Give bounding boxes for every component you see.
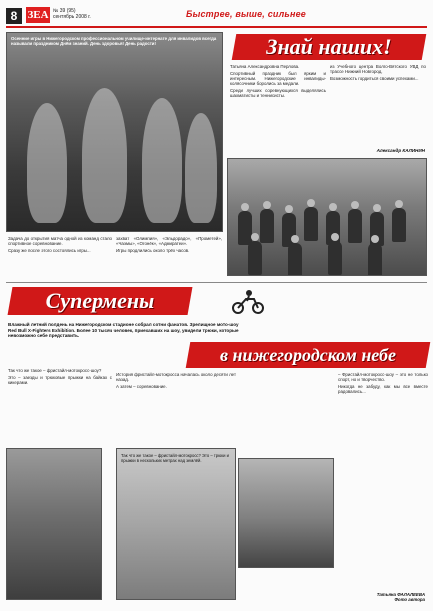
story2-headline xyxy=(8,287,193,315)
photo-figure xyxy=(142,98,182,223)
photo-person xyxy=(304,207,318,241)
issue-number: № 39 (95) xyxy=(53,8,76,14)
paragraph: Возможность гордиться своими успехами... xyxy=(330,76,419,82)
photo-person xyxy=(392,208,406,242)
page-number: 8 xyxy=(6,8,22,24)
photo-caption: Так что же такое – фристайл-мотокросс? Это – трюки и прыжки в нескольких метрах над землёй. xyxy=(121,453,229,463)
stunt-photo xyxy=(238,458,334,568)
story1-headline-text: Знай наших! xyxy=(266,34,392,59)
photo-caption: Осенние игры в Нижегородском профессиональном училище-интернате для инвалидов всегда называли праздником Днём знаний. День здоровья! День радости! xyxy=(11,36,217,47)
newspaper-logo: ЗЕА xyxy=(27,9,49,21)
photo-figure xyxy=(27,103,67,223)
story2-headline-text: Супермены xyxy=(45,288,155,313)
paragraph: Спортивный праздник был ярким и интересным. Нижегородские инвалиды-колясочники боролись за медали. xyxy=(230,70,326,87)
motorcycle-jump-icon xyxy=(228,287,268,315)
story1-lower-mid xyxy=(116,236,222,280)
story1-author: Александр КАЛИНИН xyxy=(376,148,425,153)
story2-subheadline xyxy=(186,342,431,368)
story1-headline xyxy=(232,34,427,60)
header-rule xyxy=(6,26,427,28)
story2-lead: Влажный летний полдень на Нижегородском стадионе собрал сотни фанатов. Зрелищное мото-шоу Red Bull X-Fighters Exhibition. Более 10 тысяч человек, приехавших на шоу, увидели трюки, которые невозможно себе представить. xyxy=(8,322,239,338)
section-divider xyxy=(6,282,427,283)
crowd-photo xyxy=(6,32,223,232)
team-photo xyxy=(227,158,427,276)
paragraph: Так что же такое – фристайл-мотокросс-шоу? xyxy=(8,368,102,373)
page-header xyxy=(6,6,427,28)
author-name: Татьяна ФАЛАЛЕЕВА xyxy=(376,592,425,597)
story2-subheadline-text: в нижегородском небе xyxy=(219,345,397,365)
paragraph: Это – заезды и трюковые прыжки на байках с кикерами. xyxy=(8,374,112,386)
photo-person xyxy=(288,243,302,276)
photo-figure xyxy=(185,113,217,223)
photo-person xyxy=(248,241,262,275)
paragraph: – Фристайл-мотокросс-шоу – это не только спорт, но и творчество. xyxy=(338,372,428,383)
paragraph: История фристайл-мотокросса началась около десяти лет назад. xyxy=(116,372,236,383)
paragraph: Сразу же после этого состоялись игры... xyxy=(8,248,91,254)
paragraph: Никогда не забуду, как мы все вместе радовались... xyxy=(338,384,428,395)
photo-person xyxy=(348,209,362,243)
story1-column-1 xyxy=(230,64,326,156)
paragraph: А затем – соревнование. xyxy=(116,384,167,390)
story2-column-2 xyxy=(116,372,236,444)
author-role: Фото автора xyxy=(394,597,425,603)
section-rubric: Быстрее, выше, сильнее xyxy=(186,9,306,19)
issue-info xyxy=(53,8,91,20)
biker-photo xyxy=(6,448,102,600)
paragraph: Среди лучших соревнующихся выделялись шахматисты и теннисисты. xyxy=(230,88,326,99)
story2-column-1 xyxy=(8,368,112,444)
photo-person xyxy=(260,209,274,243)
photo-person xyxy=(368,243,382,276)
crowd-photo-2 xyxy=(116,448,236,600)
photo-figure xyxy=(82,88,127,223)
paragraph: захват «Олимпия», «Эльдорадо», «Прометей», «Чаэмы», «Огонёк», «Адмиратеи». xyxy=(116,236,222,247)
story1-column-2 xyxy=(330,64,426,146)
story2-column-3 xyxy=(338,372,428,584)
paragraph: из Учебного центра Волго-Вятского УВД по трассе Нижний Новгород. xyxy=(330,64,426,75)
issue-date: сентябрь 2008 г. xyxy=(53,14,91,20)
photo-person xyxy=(238,211,252,245)
paragraph: Задача до открытия матча одной из команд стало спортивное соревнование. xyxy=(8,236,112,247)
paragraph: Игры продлились около трёх часов. xyxy=(116,248,190,254)
story1-lower-left xyxy=(8,236,112,280)
paragraph: Татьяна Александровна Перлова. xyxy=(230,64,300,69)
story2-author xyxy=(377,592,425,602)
photo-person xyxy=(328,241,342,275)
